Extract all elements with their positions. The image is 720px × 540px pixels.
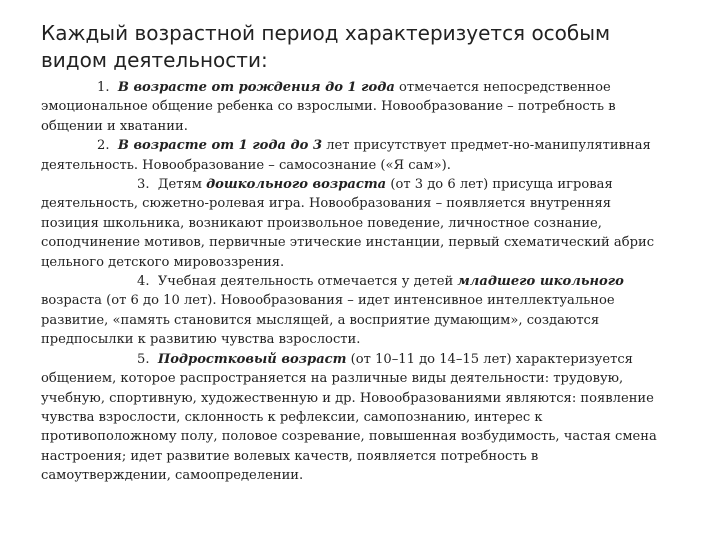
paragraph-emphasis: младшего школьного <box>457 274 624 290</box>
paragraph-number: 3. <box>137 177 150 193</box>
paragraph-number: 2. <box>97 138 110 154</box>
paragraph-emphasis: В возрасте от рождения до 1 года <box>117 80 395 95</box>
paragraph-text: отмечается непосредственное эмоциональное общение ребенка со взрослыми. Новообразование – потребность в общении и хватании. <box>41 80 616 134</box>
slide-body <box>41 78 661 486</box>
paragraph-text: возраста (от 6 до 10 лет). Новообразования – идет интенсивное интеллектуальное развитие, «память становится мыслящей, а восприятие думающим», создаются предпосылки к развитию чувства взрослости. <box>41 293 615 348</box>
paragraph-prefix: Детям <box>157 177 207 193</box>
paragraph-emphasis: дошкольного возраста <box>206 177 387 193</box>
paragraph-number: 1. <box>97 80 110 95</box>
slide-title: Каждый возрастной период характеризуется особым видом деятельности: <box>41 21 611 72</box>
paragraph-2 <box>41 136 661 175</box>
paragraph-emphasis: Подростковый возраст <box>157 351 347 367</box>
paragraph-number: 4. <box>137 274 150 290</box>
paragraph-text: (от 10–11 до 14–15 лет) характеризуется общением, которое распространяется на различные виды деятельности: трудовую, учебную, спортивную, художественную и др. Новообразованиями являются: появление чувства взрослости, склонность к рефлексии, самопознанию, интерес к противоположному полу, половое созревание, повышенная возбудимость, частая смена настроения; идет развитие волевых качеств, появляется потребность в самоутверждении, самоопределении. <box>41 351 657 484</box>
paragraph-3 <box>41 175 661 272</box>
paragraph-5 <box>41 350 661 486</box>
paragraph-text: (от 3 до 6 лет) присуща игровая деятельность, сюжетно-ролевая игра. Новообразования – появляется внутренняя позиция школьника, возникают произвольное поведение, личностное сознание, соподчинение мотивов, первичные этические инстанции, первый схематический абрис цельного детского мировоззрения. <box>41 177 655 270</box>
paragraph-4 <box>41 272 661 350</box>
paragraph-emphasis: В возрасте от 1 года до 3 <box>117 138 323 154</box>
paragraph-prefix: Учебная деятельность отмечается у детей <box>157 274 458 290</box>
paragraph-1 <box>41 78 661 136</box>
paragraph-text: лет присутствует предмет-но-манипулятивная деятельность. Новообразование – самосознание («Я сам»). <box>41 138 651 173</box>
paragraph-number: 5. <box>137 351 150 367</box>
